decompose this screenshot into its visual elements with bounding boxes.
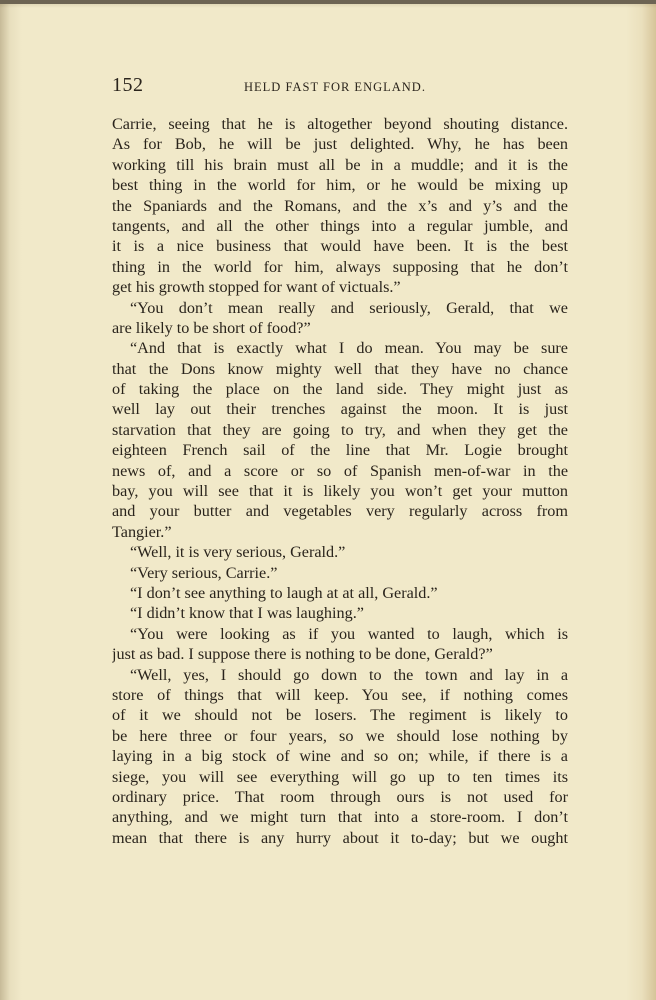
text-line: thing in the world for him, always supposing that he don’t (112, 257, 568, 276)
page-top-edge (0, 0, 656, 4)
text-line: “You don’t mean really and seriously, Gerald, that we (130, 298, 568, 317)
running-title: HELD FAST FOR ENGLAND. (244, 80, 426, 94)
page-number: 152 (112, 74, 144, 96)
text-line: ordinary price. That room through ours is not used for (112, 787, 568, 806)
running-header (112, 74, 568, 98)
text-line: starvation that they are going to try, and when they get the (112, 420, 568, 439)
text-line: anything, and we might turn that into a store-room. I don’t (112, 808, 568, 827)
text-line: just as bad. I suppose there is nothing to be done, Gerald?” (112, 645, 493, 664)
text-line: of taking the place on the land side. They might just as (112, 380, 568, 399)
text-line: the Spaniards and the Romans, and the x’s and y’s and the (112, 196, 568, 215)
text-line: “And that is exactly what I do mean. You may be sure (130, 339, 568, 358)
text-line: mean that there is any hurry about it to-day; but we ought (112, 828, 568, 847)
text-line: store of things that will keep. You see, if nothing comes (112, 685, 568, 704)
text-line: Carrie, seeing that he is altogether beyond shouting distance. (112, 115, 568, 133)
text-line: and your butter and vegetables very regularly across from (112, 502, 568, 521)
text-line: “I didn’t know that I was laughing.” (130, 604, 364, 623)
text-line: of it we should not be losers. The regiment is likely to (112, 706, 568, 725)
text-line: working till his brain must all be in a muddle; and it is the (112, 155, 568, 174)
text-line: news of, and a score or so of Spanish men-of-war in the (112, 461, 568, 480)
text-line: eighteen French sail of the line that Mr. Logie brought (112, 441, 568, 460)
body-text (112, 114, 568, 848)
text-line: laying in a big stock of wine and so on; while, if there is a (112, 747, 568, 766)
text-line: that the Dons know mighty well that they have no chance (112, 359, 568, 378)
text-line: are likely to be short of food?” (112, 318, 311, 337)
text-line: tangents, and all the other things into a regular jumble, and (112, 216, 568, 235)
text-line: “Well, it is very serious, Gerald.” (130, 543, 346, 562)
text-line: “Well, yes, I should go down to the town and lay in a (130, 665, 568, 684)
text-line: be here three or four years, so we should lose nothing by (112, 726, 568, 745)
text-line: bay, you will see that it is likely you won’t get your mutton (112, 482, 568, 501)
text-line: it is a nice business that would have been. It is the best (112, 237, 568, 256)
text-line: get his growth stopped for want of victuals.” (112, 278, 401, 297)
text-line: Tangier.” (112, 522, 172, 541)
text-line: “You were looking as if you wanted to laugh, which is (130, 624, 568, 643)
text-line: best thing in the world for him, or he would be mixing up (112, 176, 568, 195)
text-line: As for Bob, he will be just delighted. Why, he has been (112, 135, 568, 154)
text-line: “Very serious, Carrie.” (130, 563, 278, 582)
text-line: siege, you will see everything will go up to ten times its (112, 767, 568, 786)
text-line: “I don’t see anything to laugh at at all, Gerald.” (130, 583, 438, 602)
text-line: well lay out their trenches against the moon. It is just (112, 400, 568, 419)
